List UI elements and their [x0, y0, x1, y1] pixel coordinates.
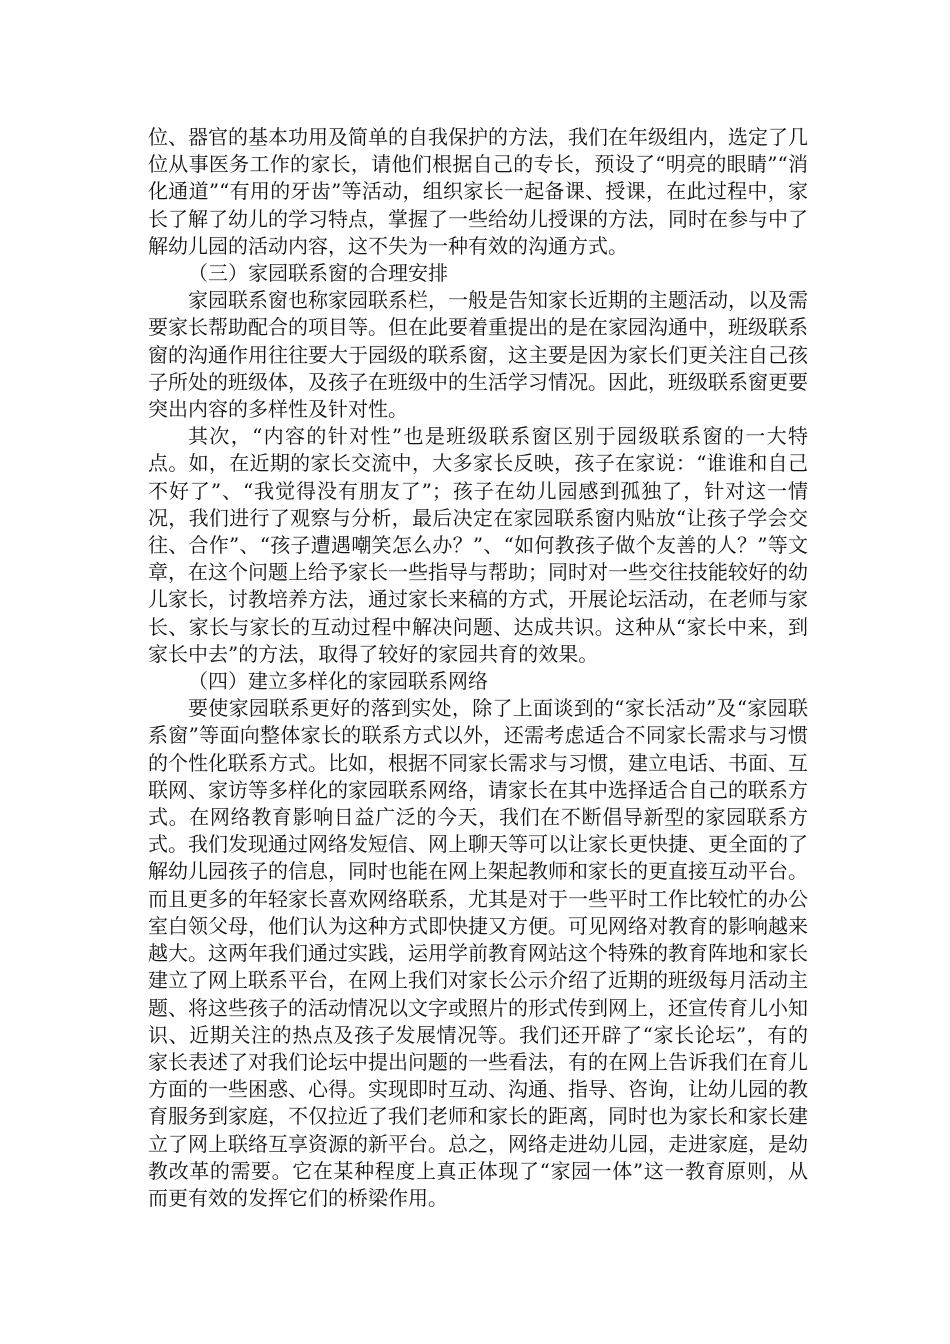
section-heading-4: （四）建立多样化的家园联系网络 [188, 669, 488, 694]
paragraph-continued: 位、器官的基本功用及简单的自我保护的方法，我们在年级组内，选定了几位从事医务工作的家长，请他们根据自己的专长，预设了“明亮的眼睛”“消化通道”“有用的牙齿”等活动，组织家长一起备课、授课，在此过程中，家长了解了幼儿的学习特点，掌握了一些给幼儿授课的方法，同时在参与中了解幼儿园的活动内容，这不失为一种有效的沟通方式。 [148, 125, 808, 258]
paragraph-content-relevance: 其次，“内容的针对性”也是班级联系窗区别于园级联系窗的一大特点。如，在近期的家长交流中，大多家长反映，孩子在家说：“谁谁和自己不好了”、“我觉得没有朋友了”；孩子在幼儿园感到孤独了，针对这一情况，我们进行了观察与分析，最后决定在家园联系窗内贴放“让孩子学会交往、合作”、“孩子遭遇嘲笑怎么办？”、“如何教孩子做个友善的人？”等文章，在这个问题上给予家长一些指导与帮助；同时对一些交往技能较好的幼儿家长，讨教培养方法，通过家长来稿的方式，开展论坛活动，在老师与家长、家长与家长的互动过程中解决问题、达成共识。这种从“家长中来，到家长中去”的方法，取得了较好的家园共育的效果。 [148, 424, 808, 666]
paragraph-home-school-window: 家园联系窗也称家园联系栏，一般是告知家长近期的主题活动，以及需要家长帮助配合的项目等。但在此要着重提出的是在家园沟通中，班级联系窗的沟通作用往往要大于园级的联系窗，这主要是因为家长们更关注自己孩子所处的班级体，及孩子在班级中的生活学习情况。因此，班级联系窗更要突出内容的多样性及针对性。 [148, 288, 808, 422]
section-heading-3: （三）家园联系窗的合理安排 [188, 261, 448, 286]
document-page [148, 124, 808, 1212]
paragraph-network: 要使家园联系更好的落到实处，除了上面谈到的“家长活动”及“家园联系窗”等面向整体家长的联系方式以外，还需考虑适合不同家长需求与习惯的个性化联系方式。比如，根据不同家长需求与习惯，建立电话、书面、互联网、家访等多样化的家园联系网络，请家长在其中选择适合自己的联系方式。在网络教育影响日益广泛的今天，我们在不断倡导新型的家园联系方式。我们发现通过网络发短信、网上聊天等可以让家长更快捷、更全面的了解幼儿园孩子的信息，同时也能在网上架起教师和家长的更直接互动平台。而且更多的年轻家长喜欢网络联系，尤其是对于一些平时工作比较忙的办公室白领父母，他们认为这种方式即快捷又方便。可见网络对教育的影响越来越大。这两年我们通过实践，运用学前教育网站这个特殊的教育阵地和家长建立了网上联系平台，在网上我们对家长公示介绍了近期的班级每月活动主题、将这些孩子的活动情况以文字或照片的形式传到网上，还宣传育儿小知识、近期关注的热点及孩子发展情况等。我们还开辟了“家长论坛”，有的家长表述了对我们论坛中提出问题的一些看法，有的在网上告诉我们在育儿方面的一些困惑、心得。实现即时互动、沟通、指导、咨询，让幼儿园的教育服务到家庭，不仅拉近了我们老师和家长的距离，同时也为家长和家长建立了网上联络互享资源的新平台。总之，网络走进幼儿园，走进家庭，是幼教改革的需要。它在某种程度上真正体现了“家园一体”这一教育原则，从而更有效的发挥它们的桥梁作用。 [148, 696, 808, 1210]
